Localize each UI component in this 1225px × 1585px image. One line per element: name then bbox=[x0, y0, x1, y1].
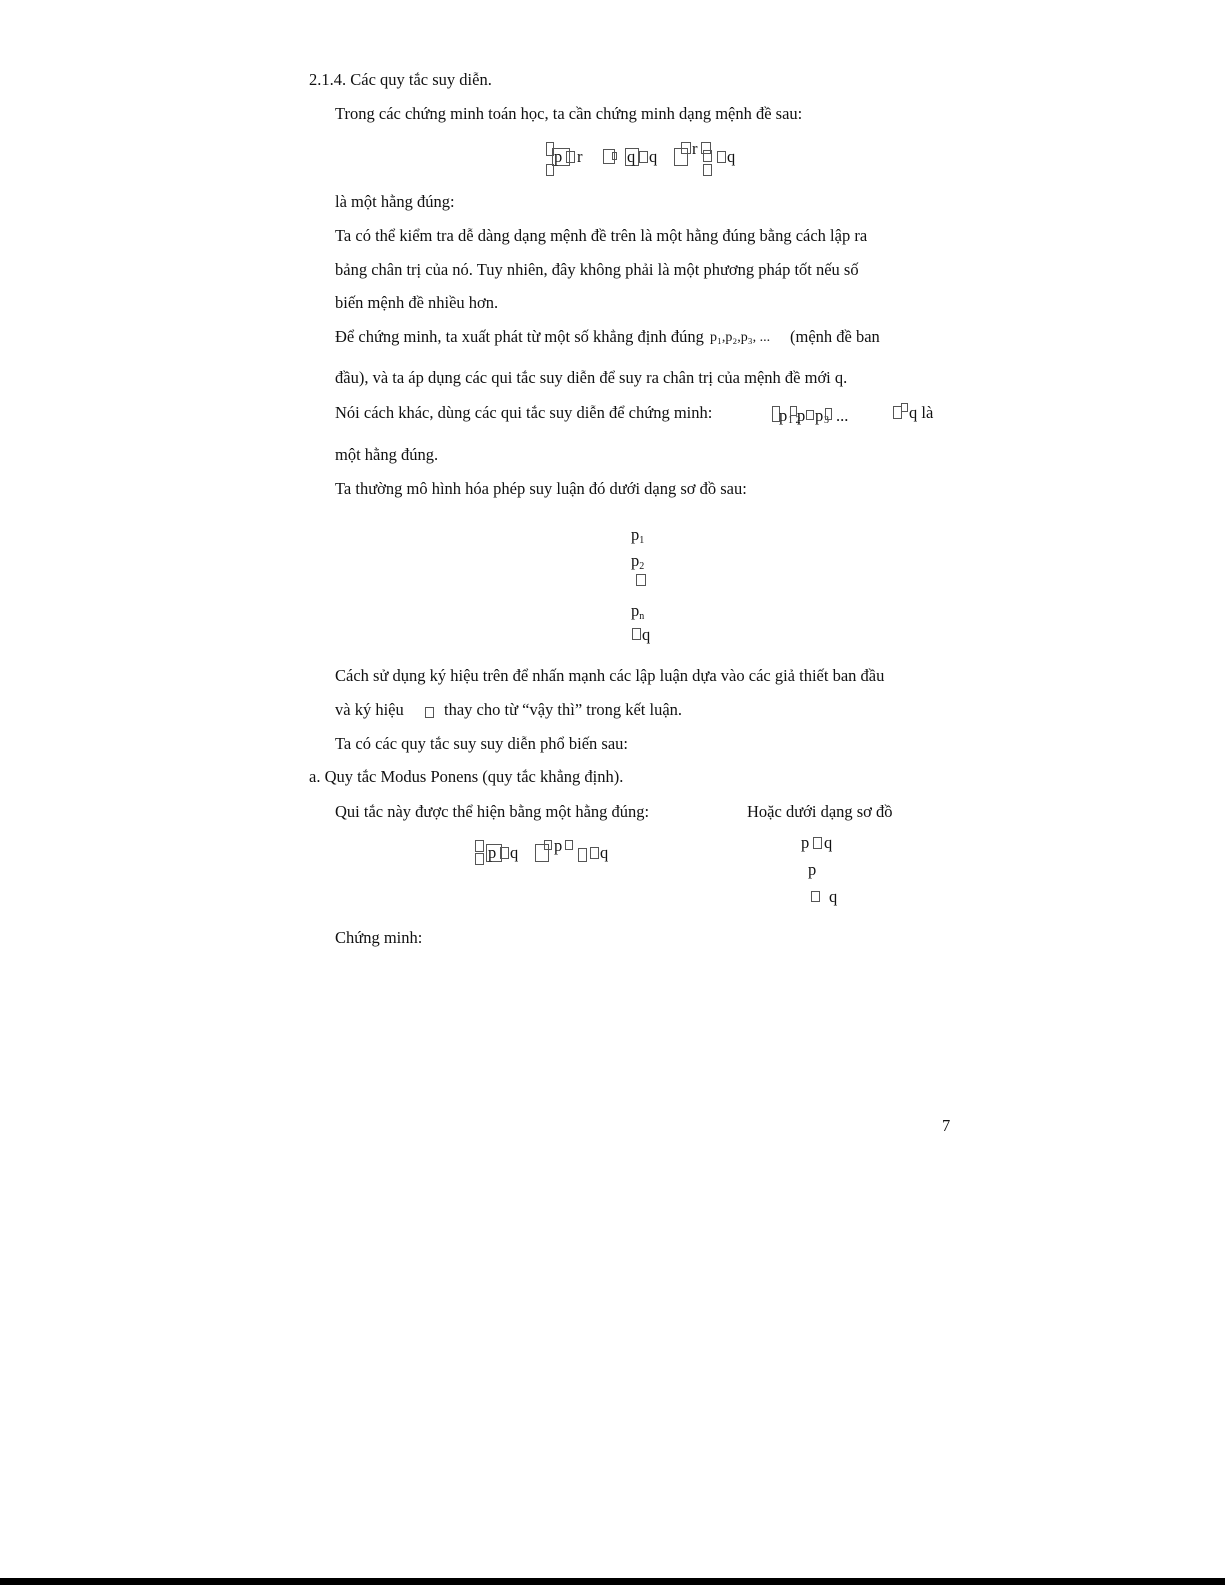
paragraph-check-line-3: biến mệnh đề nhiều hơn. bbox=[335, 293, 499, 312]
rule-a-expression-text: Qui tắc này được thể hiện bằng một hằng đúng: bbox=[335, 802, 650, 821]
missing-glyph-icon bbox=[825, 408, 832, 420]
paragraph-common: Ta có các quy tắc suy suy diễn phổ biến sau: bbox=[335, 734, 629, 753]
section-heading: 2.1.4. Các quy tắc suy diễn. bbox=[309, 70, 492, 89]
paragraph-intro: Trong các chứng minh toán học, ta cần chứng minh dạng mệnh đề sau: bbox=[335, 104, 803, 123]
scheme-premise-n: $p_n$ bbox=[631, 601, 645, 622]
paragraph-usage-line-2b: thay cho từ “vậy thì” trong kết luận. bbox=[444, 700, 683, 719]
missing-glyph-icon bbox=[806, 410, 814, 420]
therefore-missing-glyph-icon bbox=[425, 707, 434, 718]
formula-symbol: r bbox=[577, 147, 583, 166]
formula-symbol: q bbox=[627, 147, 636, 166]
formula-symbol: q bbox=[510, 843, 519, 862]
scheme-conclusion: q bbox=[642, 625, 651, 644]
paragraph-prove-line-2: đầu), và ta áp dụng các qui tắc suy diễn để suy ra chân trị của mệnh đề mới q. bbox=[335, 368, 848, 387]
paragraph-other-line-1: Nói cách khác, dùng các qui tắc suy diễn để chứng minh: bbox=[335, 403, 713, 422]
paragraph-check-line-1: Ta có thể kiểm tra dễ dàng dạng mệnh đề trên là một hằng đúng bằng cách lập ra bbox=[335, 226, 868, 245]
modus-ponens-scheme bbox=[800, 832, 860, 912]
missing-glyph-icon bbox=[901, 403, 908, 412]
rule-a-heading: a. Quy tắc Modus Ponens (quy tắc khẳng định). bbox=[309, 767, 624, 786]
paragraph-prove-vars: p₁,p₂,p₃, ... bbox=[710, 330, 771, 345]
missing-glyph-icon bbox=[565, 840, 573, 850]
missing-glyph-icon bbox=[717, 151, 726, 163]
implies-missing-glyph-icon bbox=[813, 837, 822, 849]
inline-formula bbox=[770, 402, 890, 426]
formula-symbol: p bbox=[554, 836, 563, 855]
proof-heading: Chứng minh: bbox=[335, 928, 423, 947]
paragraph-model: Ta thường mô hình hóa phép suy luận đó dưới dạng sơ đồ sau: bbox=[335, 479, 747, 498]
missing-glyph-icon bbox=[544, 840, 552, 850]
scheme-line-1-p: p bbox=[801, 833, 810, 852]
paragraph-prove-line-1b: (mệnh đề ban bbox=[790, 327, 880, 346]
missing-glyph-icon bbox=[500, 847, 509, 859]
modus-ponens-formula bbox=[472, 836, 622, 872]
missing-glyph-icon bbox=[703, 150, 712, 162]
scheme-line-1-q: q bbox=[824, 833, 833, 852]
missing-glyph-icon bbox=[703, 164, 712, 176]
missing-glyph-icon bbox=[578, 848, 587, 862]
missing-glyph-icon bbox=[475, 840, 484, 852]
inference-scheme bbox=[625, 522, 685, 652]
scheme-line-3-q: q bbox=[829, 887, 838, 906]
missing-glyph-icon bbox=[590, 847, 599, 859]
paragraph-is-tautology: là một hằng đúng: bbox=[335, 192, 455, 211]
scheme-line-2: p bbox=[808, 860, 817, 879]
formula-subscript: 1 2 bbox=[788, 415, 801, 426]
formula-symbol: p bbox=[815, 406, 824, 425]
rule-a-alt-text: Hoặc dưới dạng sơ đồ bbox=[747, 802, 893, 821]
formula-main bbox=[540, 140, 750, 180]
formula-symbol: r bbox=[692, 139, 698, 158]
paragraph-usage-line-1: Cách sử dụng ký hiệu trên để nhấn mạnh các lập luận dựa vào các giả thiết ban đầu bbox=[335, 666, 885, 685]
formula-subscript: 3 bbox=[824, 415, 829, 426]
vertical-dots-missing-glyph-icon bbox=[636, 574, 646, 586]
page-number: 7 bbox=[942, 1116, 951, 1135]
formula-dots: ... bbox=[836, 406, 849, 425]
formula-symbol: p bbox=[779, 406, 788, 425]
scheme-premise-1: $p_1$ bbox=[631, 525, 645, 546]
paragraph-usage-line-2a: và ký hiệu bbox=[335, 700, 404, 719]
paragraph-other-line-1-tail: q là bbox=[909, 403, 934, 422]
formula-symbol: p bbox=[554, 147, 563, 166]
missing-glyph-icon bbox=[566, 151, 575, 163]
bottom-border bbox=[0, 1578, 1225, 1585]
missing-glyph-icon bbox=[681, 142, 691, 154]
paragraph-other-line-2: một hằng đúng. bbox=[335, 445, 439, 464]
scheme-premise-2: $p_2$ bbox=[631, 551, 645, 572]
formula-symbol: p bbox=[797, 406, 806, 425]
formula-symbol: q bbox=[600, 843, 609, 862]
therefore-missing-glyph-icon bbox=[811, 891, 820, 902]
missing-glyph-icon bbox=[612, 152, 617, 160]
missing-glyph-icon bbox=[639, 151, 648, 163]
paragraph-check-line-2: bảng chân trị của nó. Tuy nhiên, đây không phải là một phương pháp tốt nếu số bbox=[335, 260, 859, 279]
therefore-missing-glyph-icon bbox=[632, 628, 641, 640]
missing-glyph-icon bbox=[790, 406, 797, 416]
missing-glyph-icon bbox=[475, 853, 484, 865]
formula-symbol: p bbox=[488, 843, 497, 862]
formula-symbol: q bbox=[727, 147, 736, 166]
paragraph-prove-line-1a: Để chứng minh, ta xuất phát từ một số khẳng định đúng bbox=[335, 327, 704, 346]
formula-symbol: q bbox=[649, 147, 658, 166]
